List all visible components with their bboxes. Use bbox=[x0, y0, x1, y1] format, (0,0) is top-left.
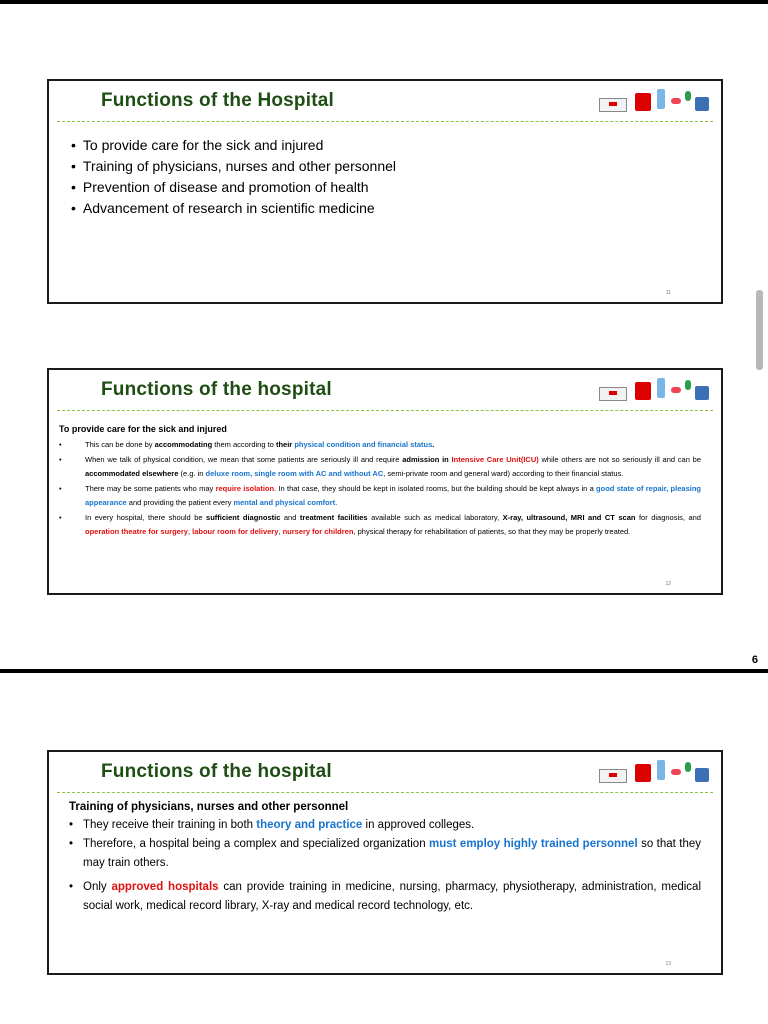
title-divider bbox=[57, 121, 713, 122]
list-item: • Advancement of research in scientific medicine bbox=[71, 198, 396, 219]
slide-number: 13 bbox=[665, 961, 671, 967]
slide-2 bbox=[47, 368, 723, 595]
top-border bbox=[0, 0, 768, 4]
slide-title: Functions of the Hospital bbox=[101, 90, 334, 111]
bullet-list bbox=[69, 816, 701, 916]
list-item: • Only approved hospitals can provide training in medicine, nursing, pharmacy, physiotherapy, administration, medical social work, medical record library, X-ray and medical record technology, etc. bbox=[69, 878, 701, 916]
list-item: • There may be some patients who may require isolation. In that case, they should be kept in isolated rooms, but the building should be kept always in a good state of repair, pleasing appearance and providing the patient every mental and physical comfort. bbox=[59, 482, 701, 511]
slide-number: 12 bbox=[665, 581, 671, 587]
title-divider bbox=[57, 792, 713, 793]
medical-supplies-icon bbox=[597, 757, 715, 791]
page-separator bbox=[0, 669, 768, 673]
bullet-list bbox=[59, 438, 701, 540]
list-item: • In every hospital, there should be sufficient diagnostic and treatment facilities available such as medical laboratory, X-ray, ultrasound, MRI and CT scan for diagnosis, and operation theatre for surgery, labour room for delivery, nursery for children, physical therapy for rehabilitation of patients, so that they may be properly treated. bbox=[59, 511, 701, 540]
section-heading: Training of physicians, nurses and other personnel bbox=[69, 801, 349, 813]
scrollbar-thumb[interactable] bbox=[756, 290, 763, 370]
title-divider bbox=[57, 410, 713, 411]
medical-supplies-icon bbox=[597, 375, 715, 409]
page-number: 6 bbox=[751, 654, 758, 666]
list-item: • Therefore, a hospital being a complex and specialized organization must employ highly trained personnel so that they may train others. bbox=[69, 835, 701, 873]
medical-supplies-icon bbox=[597, 86, 715, 120]
slide-title: Functions of the hospital bbox=[101, 379, 332, 400]
list-item: • This can be done by accommodating them according to their physical condition and financial status. bbox=[59, 438, 701, 453]
list-item: • They receive their training in both theory and practice in approved colleges. bbox=[69, 816, 701, 835]
section-heading: To provide care for the sick and injured bbox=[59, 424, 227, 434]
list-item: • To provide care for the sick and injured bbox=[71, 135, 396, 156]
bullet-list bbox=[71, 135, 396, 219]
slide-3 bbox=[47, 750, 723, 975]
slide-1 bbox=[47, 79, 723, 304]
list-item: • Prevention of disease and promotion of health bbox=[71, 177, 396, 198]
slide-number: 11 bbox=[665, 290, 671, 296]
list-item: • Training of physicians, nurses and other personnel bbox=[71, 156, 396, 177]
slide-title: Functions of the hospital bbox=[101, 761, 332, 782]
list-item: • When we talk of physical condition, we mean that some patients are seriously ill and require admission in Intensive Care Unit(ICU) while others are not so seriously ill and can be accommodated elsewhere (e.g. in deluxe room, single room with AC and without AC, semi-private room and general ward) according to their financial status. bbox=[59, 453, 701, 482]
